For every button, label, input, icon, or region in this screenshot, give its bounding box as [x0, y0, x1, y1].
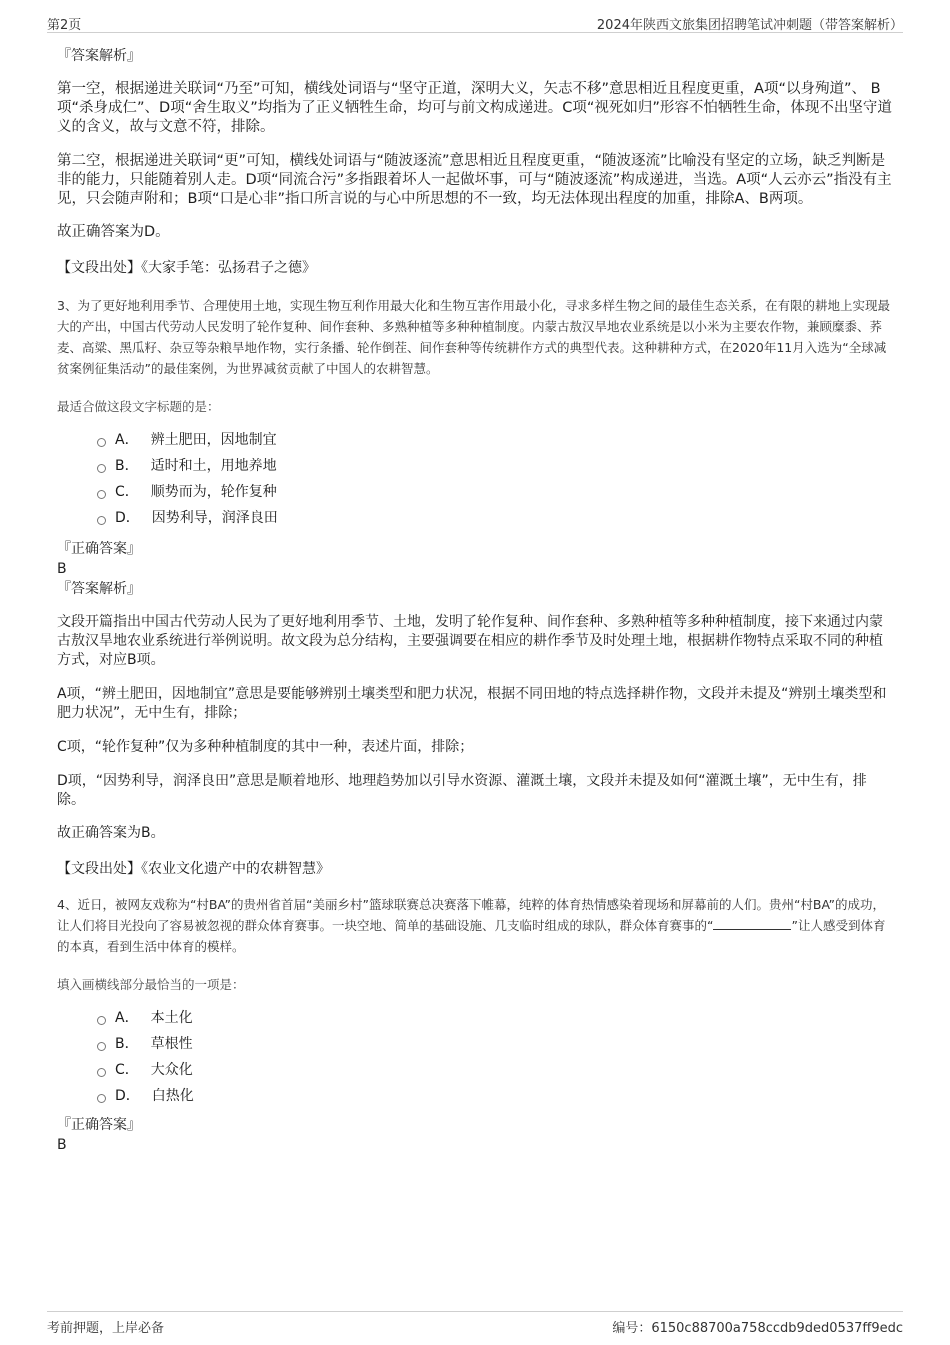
- option-letter: B．: [115, 1036, 139, 1052]
- radio-button[interactable]: [97, 490, 106, 499]
- option-letter: D．: [115, 1088, 140, 1104]
- source-citation: 【文段出处】《大家手笔：弘扬君子之德》: [57, 260, 316, 276]
- option-letter: B．: [115, 458, 139, 474]
- radio-button[interactable]: [97, 438, 106, 447]
- code-label: 编号：: [612, 1321, 652, 1336]
- option-a[interactable]: [97, 1005, 892, 1031]
- code-value: 6150c88700a758ccdb9ded0537ff9edc: [651, 1321, 903, 1336]
- analysis-paragraph: 第一空，根据递进关联词“乃至”可知，横线处词语与“坚守正道，深明大义，矢志不移”意思相近且程度更重，A项“以身殉道”、 B项“杀身成仁”、D项“舍生取义”均指为了正义牺牲生命，均可与前文构成递进。C项“视死如归”形容不怕牺牲生命，体现不出坚守道义的含义，故与文意不符，排除。: [57, 81, 892, 135]
- option-text: 大众化: [150, 1062, 193, 1078]
- correct-answer-label: 『正确答案』: [57, 541, 141, 557]
- correct-answer-value: B: [57, 1137, 67, 1153]
- document-body: [57, 46, 892, 1155]
- analysis-conclusion: 故正确答案为D。: [57, 224, 170, 240]
- option-text: 辨土肥田，因地制宜: [150, 432, 277, 448]
- analysis-label: 『答案解析』: [57, 581, 141, 597]
- option-d[interactable]: [97, 505, 892, 531]
- option-text: 因势利导，润泽良田: [151, 510, 278, 526]
- correct-answer-label: 『正确答案』: [57, 1117, 141, 1133]
- option-b[interactable]: [97, 453, 892, 479]
- analysis-conclusion: 故正确答案为B。: [57, 825, 165, 841]
- question-prompt: 最适合做这段文字标题的是：: [57, 399, 220, 414]
- footer-slogan: 考前押题，上岸必备: [47, 1321, 165, 1336]
- option-text: 白热化: [151, 1088, 194, 1104]
- question-text: [57, 894, 892, 957]
- question-text-before: 4、近日，被网友戏称为“村BA”的贵州省首届“美丽乡村”篮球联赛总决赛落下帷幕，纯粹的体育热情感染着现场和屏幕前的人们。贵州“村BA”的成功，让人们将目光投向了容易被忽视的群众体育赛事。一块空地、简单的基础设施、几支临时组成的球队，群众体育赛事的“: [57, 897, 885, 933]
- option-letter: D．: [115, 510, 140, 526]
- radio-button[interactable]: [97, 1068, 106, 1077]
- document-title: 2024年陕西文旅集团招聘笔试冲刺题（带答案解析）: [596, 18, 903, 33]
- option-c[interactable]: [97, 1057, 892, 1083]
- radio-button[interactable]: [97, 516, 106, 525]
- option-letter: C．: [115, 484, 139, 500]
- analysis-paragraph: 文段开篇指出中国古代劳动人民为了更好地利用季节、土地，发明了轮作复种、间作套种、多熟种植等多种种植制度，接下来通过内蒙古敖汉旱地农业系统进行举例说明。故文段为总分结构，主要强调要在相应的耕作季节及时处理土地，根据耕作物特点采取不同的种植方式，对应B项。: [57, 614, 883, 668]
- document-code: [612, 1317, 903, 1336]
- question-text-after: ”让人感受到体育的本真，看到生活中体育的模样。: [57, 918, 886, 954]
- option-list: [57, 427, 892, 531]
- option-text: 草根性: [150, 1036, 193, 1052]
- radio-button[interactable]: [97, 1094, 106, 1103]
- source-citation: 【文段出处】《农业文化遗产中的农耕智慧》: [57, 861, 330, 877]
- option-c[interactable]: [97, 479, 892, 505]
- radio-button[interactable]: [97, 464, 106, 473]
- question-text: 3、为了更好地利用季节、合理使用土地，实现生物互利作用最大化和生物互害作用最小化，寻求多样生物之间的最佳生态关系，在有限的耕地上实现最大的产出，中国古代劳动人民发明了轮作复种、间作套种、多熟种植等多种种植制度。内蒙古敖汉旱地农业系统是以小米为主要农作物，兼顾糜黍、荞麦、高粱、黑瓜籽、杂豆等杂粮旱地作物，实行条播、轮作倒茬、间作套种等传统耕作方式的典型代表。这种耕种方式，在2020年11月入选为“全球减贫案例征集活动”的最佳案例，为世界减贫贡献了中国人的农耕智慧。: [57, 298, 890, 376]
- option-letter: A．: [115, 1010, 139, 1026]
- option-text: 本土化: [150, 1010, 193, 1026]
- page-number: 第2页: [47, 18, 82, 33]
- option-text: 适时和土，用地养地: [150, 458, 277, 474]
- analysis-paragraph: 第二空，根据递进关联词“更”可知，横线处词语与“随波逐流”意思相近且程度更重，“随波逐流”比喻没有坚定的立场，缺乏判断是非的能力，只能随着别人走。D项“同流合污”多指跟着坏人一起做坏事，可与“随波逐流”构成递进，当选。A项“人云亦云”指没有主见，只会随声附和；B项“口是心非”指口所言说的与心中所思想的不一致，均无法体现出程度的加重，排除A、B两项。: [57, 153, 892, 207]
- analysis-paragraph: C项，“轮作复种”仅为多种种植制度的其中一种，表述片面，排除；: [57, 739, 474, 755]
- analysis-paragraph: D项，“因势利导，润泽良田”意思是顺着地形、地理趋势加以引导水资源、灌溉土壤，文段并未提及如何“灌溉土壤”，无中生有，排除。: [57, 773, 867, 808]
- analysis-paragraph: A项，“辨土肥田，因地制宜”意思是要能够辨别土壤类型和肥力状况，根据不同田地的特点选择耕作物，文段并未提及“辨别土壤类型和肥力状况”，无中生有，排除；: [57, 686, 887, 721]
- option-letter: C．: [115, 1062, 139, 1078]
- option-a[interactable]: [97, 427, 892, 453]
- option-letter: A．: [115, 432, 139, 448]
- page-header: [47, 12, 903, 33]
- page-footer: [47, 1311, 903, 1336]
- radio-button[interactable]: [97, 1042, 106, 1051]
- radio-button[interactable]: [97, 1016, 106, 1025]
- option-b[interactable]: [97, 1031, 892, 1057]
- option-text: 顺势而为，轮作复种: [150, 484, 277, 500]
- analysis-label: 『答案解析』: [57, 48, 141, 64]
- option-d[interactable]: [97, 1083, 892, 1109]
- question-prompt: 填入画横线部分最恰当的一项是：: [57, 977, 245, 992]
- option-list: [57, 1005, 892, 1109]
- fill-blank-line: [713, 917, 791, 930]
- correct-answer-value: B: [57, 561, 67, 577]
